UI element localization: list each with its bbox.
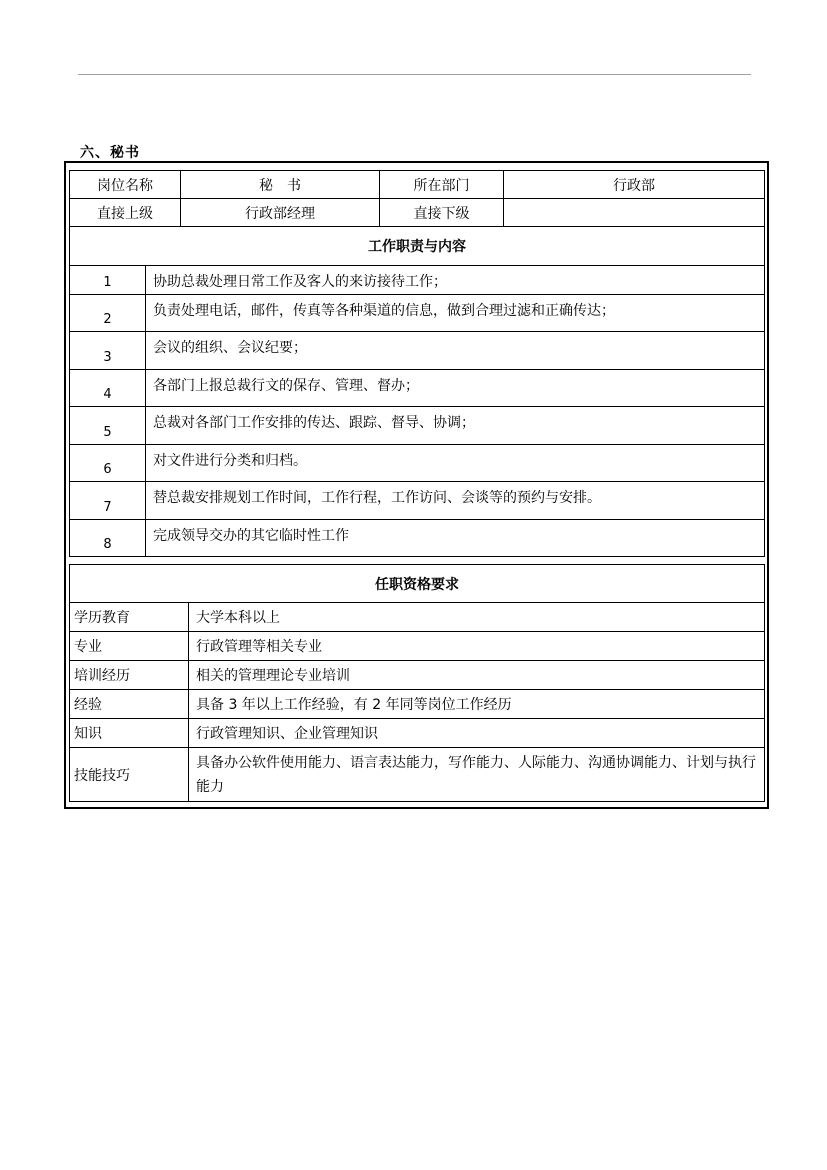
duty-number: 7	[70, 482, 146, 520]
duty-number: 4	[70, 370, 146, 407]
duty-text: 替总裁安排规划工作时间，工作行程，工作访问、会谈等的预约与安排。	[146, 482, 765, 520]
duty-row	[70, 407, 765, 445]
duty-number: 3	[70, 332, 146, 370]
qualification-label: 专业	[70, 632, 189, 661]
duty-number: 2	[70, 295, 146, 332]
qualification-row	[70, 603, 765, 632]
duty-row	[70, 482, 765, 520]
qualification-value: 相关的管理理论专业培训	[189, 661, 765, 690]
subordinate-value	[504, 199, 765, 227]
duty-row	[70, 266, 765, 295]
duty-text: 会议的组织、会议纪要；	[146, 332, 765, 370]
duty-row	[70, 520, 765, 557]
qualification-label: 培训经历	[70, 661, 189, 690]
duty-row	[70, 332, 765, 370]
department-label: 所在部门	[380, 171, 504, 199]
qualification-row	[70, 661, 765, 690]
qualification-row	[70, 719, 765, 748]
qualification-value: 大学本科以上	[189, 603, 765, 632]
qualification-row	[70, 748, 765, 802]
job-duties-table	[69, 170, 765, 557]
section-title: 六、秘书	[80, 145, 140, 161]
duty-number: 5	[70, 407, 146, 445]
qualification-value: 具备办公软件使用能力、语言表达能力，写作能力、人际能力、沟通协调能力、计划与执行能力	[189, 748, 765, 802]
duty-number: 1	[70, 266, 146, 295]
position-value: 秘 书	[181, 171, 380, 199]
info-row-superior	[70, 199, 765, 227]
duty-number: 8	[70, 520, 146, 557]
qualification-value: 行政管理等相关专业	[189, 632, 765, 661]
duty-row	[70, 370, 765, 407]
qualifications-title: 任职资格要求	[70, 565, 765, 603]
qualification-value: 具备 3 年以上工作经验，有 2 年同等岗位工作经历	[189, 690, 765, 719]
superior-label: 直接上级	[70, 199, 181, 227]
qualification-label: 技能技巧	[70, 748, 189, 802]
duty-text: 总裁对各部门工作安排的传达、跟踪、督导、协调；	[146, 407, 765, 445]
subordinate-label: 直接下级	[380, 199, 504, 227]
duty-text: 协助总裁处理日常工作及客人的来访接待工作；	[146, 266, 765, 295]
duty-number: 6	[70, 445, 146, 482]
qualification-row	[70, 632, 765, 661]
info-row-position	[70, 171, 765, 199]
header-rule	[78, 74, 751, 75]
duties-title-row	[70, 227, 765, 266]
duty-row	[70, 445, 765, 482]
superior-value: 行政部经理	[181, 199, 380, 227]
qualification-label: 知识	[70, 719, 189, 748]
qualification-label: 学历教育	[70, 603, 189, 632]
duty-row	[70, 295, 765, 332]
duty-text: 完成领导交办的其它临时性工作	[146, 520, 765, 557]
qualifications-title-row	[70, 565, 765, 603]
position-label: 岗位名称	[70, 171, 181, 199]
duty-text: 各部门上报总裁行文的保存、管理、督办；	[146, 370, 765, 407]
department-value: 行政部	[504, 171, 765, 199]
qualification-row	[70, 690, 765, 719]
qualifications-table	[69, 564, 765, 802]
duties-title: 工作职责与内容	[70, 227, 765, 266]
duty-text: 负责处理电话，邮件，传真等各种渠道的信息，做到合理过滤和正确传达；	[146, 295, 765, 332]
qualification-label: 经验	[70, 690, 189, 719]
qualification-value: 行政管理知识、企业管理知识	[189, 719, 765, 748]
duty-text: 对文件进行分类和归档。	[146, 445, 765, 482]
